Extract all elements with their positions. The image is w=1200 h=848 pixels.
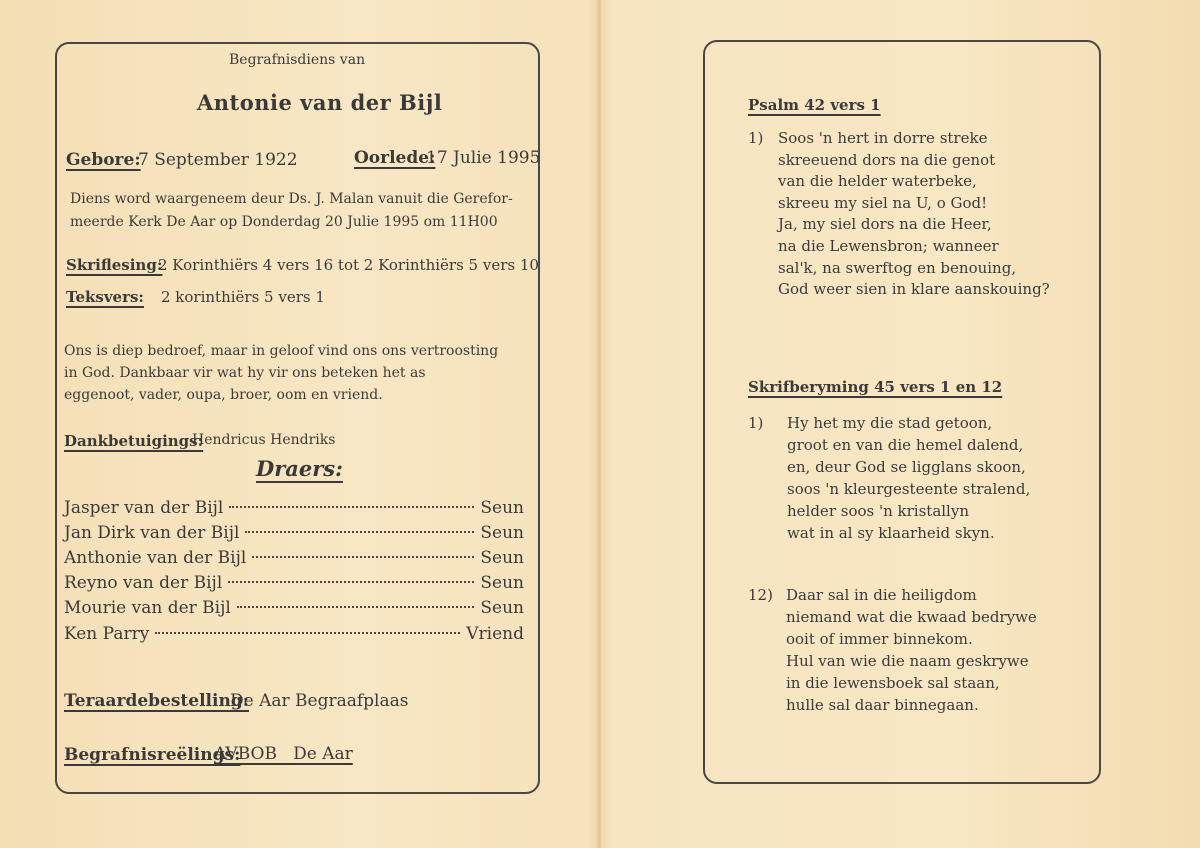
bearer-row	[64, 548, 524, 570]
verse-line: Daar sal in die heiligdom	[786, 586, 977, 604]
message-line-3: eggenoot, vader, oupa, broer, oom en vriend.	[64, 387, 383, 403]
reading-value: 2 Korinthiërs 4 vers 16 tot 2 Korinthiërs 5 vers 10	[158, 256, 539, 274]
verse-line: skreeuend dors na die genot	[778, 150, 996, 169]
hymn-title: Skrifberyming 45 vers 1 en 12	[748, 378, 1003, 396]
verse-line: hulle sal daar binnegaan.	[786, 696, 979, 714]
verse-line: na die Lewensbron; wanneer	[778, 237, 999, 255]
service-line-2: meerde Kerk De Aar op Donderdag 20 Julie 1995 om 11H00	[70, 214, 498, 230]
verse-line: groot en van die hemel dalend,	[787, 436, 1024, 454]
bearer-role: Seun	[480, 523, 524, 543]
center-fold	[596, 0, 602, 848]
bearer-role: Vriend	[466, 624, 524, 644]
bearer-name: Anthonie van der Bijl	[64, 548, 247, 568]
message-line-2: in God. Dankbaar vir wat hy vir ons beteken het as	[64, 365, 426, 381]
bearers-title: Draers:	[256, 456, 343, 481]
verse-1-number: 1)	[748, 414, 764, 432]
verse-line: sal'k, na swerftog en benouing,	[778, 258, 1017, 277]
message-line-1: Ons is diep bedroef, maar in geloof vind ons ons vertroosting	[64, 343, 499, 359]
service-line-1: Diens word waargeneem deur Ds. J. Malan vanuit die Gerefor-	[70, 191, 513, 207]
died-date: 17 Julie 1995	[426, 148, 541, 168]
bearer-row	[64, 598, 524, 620]
text-verse-value: 2 korinthiërs 5 vers 1	[161, 288, 325, 306]
bearer-role: Seun	[480, 498, 524, 518]
verse-line: ooit of immer binnekom.	[786, 630, 973, 648]
verse-line: niemand wat die kwaad bedrywe	[786, 608, 1037, 626]
verse-line: God weer sien in klare aanskouing?	[778, 280, 1050, 299]
verse-line: van die helder waterbeke,	[778, 172, 977, 191]
bearer-row	[64, 573, 524, 595]
deceased-name: Antonie van der Bijl	[197, 90, 443, 115]
bearer-name: Reyno van der Bijl	[64, 573, 223, 593]
bearer-name: Mourie van der Bijl	[64, 598, 231, 618]
arrangements-label: Begrafnisreëlings:	[64, 745, 241, 765]
bearer-row	[64, 523, 524, 545]
born-label: Gebore:	[66, 150, 141, 170]
verse-line: helder soos 'n kristallyn	[787, 502, 969, 520]
bearer-row	[64, 498, 524, 520]
text-verse-label: Teksvers:	[66, 288, 144, 306]
dot-leader	[228, 581, 474, 583]
dot-leader	[245, 531, 474, 533]
verse-line: Hy het my die stad getoon,	[787, 414, 993, 432]
dot-leader	[155, 632, 460, 634]
reading-label: Skriflesing:	[66, 256, 163, 274]
verse-line: Ja, my siel dors na die Heer,	[778, 215, 992, 234]
psalm-verse-number: 1)	[748, 129, 764, 147]
bearer-role: Seun	[480, 548, 524, 568]
burial-value: De Aar Begraafplaas	[230, 691, 409, 711]
verse-line: wat in al sy klaarheid skyn.	[787, 524, 995, 542]
bearer-name: Jan Dirk van der Bijl	[64, 523, 240, 543]
verse-line: skreeu my siel na U, o God!	[778, 193, 988, 212]
arrangements-value: AVBOB De Aar	[214, 744, 353, 764]
died-label: Oorlede:	[354, 148, 436, 168]
dot-leader	[237, 606, 475, 608]
psalm-title: Psalm 42 vers 1	[748, 96, 881, 114]
bearer-name: Ken Parry	[64, 624, 150, 644]
verse-line: Soos 'n hert in dorre streke	[778, 129, 988, 147]
verse-line: Hul van wie die naam geskrywe	[786, 652, 1029, 670]
dot-leader	[252, 556, 474, 558]
born-date: 7 September 1922	[138, 150, 298, 170]
thanks-value: Hendricus Hendriks	[192, 432, 336, 448]
dot-leader	[229, 506, 474, 508]
verse-line: en, deur God se ligglans skoon,	[787, 458, 1026, 476]
bearer-role: Seun	[480, 598, 524, 618]
bearer-name: Jasper van der Bijl	[64, 498, 224, 518]
verse-line: in die lewensboek sal staan,	[786, 674, 1000, 692]
thanks-label: Dankbetuigings:	[64, 432, 204, 450]
verse-line: soos 'n kleurgesteente stralend,	[787, 480, 1031, 498]
service-header: Begrafnisdiens van	[229, 52, 366, 68]
bearer-row	[64, 624, 524, 646]
bearer-role: Seun	[480, 573, 524, 593]
burial-label: Teraardebestelling:	[64, 691, 249, 711]
verse-12-number: 12)	[748, 586, 773, 604]
